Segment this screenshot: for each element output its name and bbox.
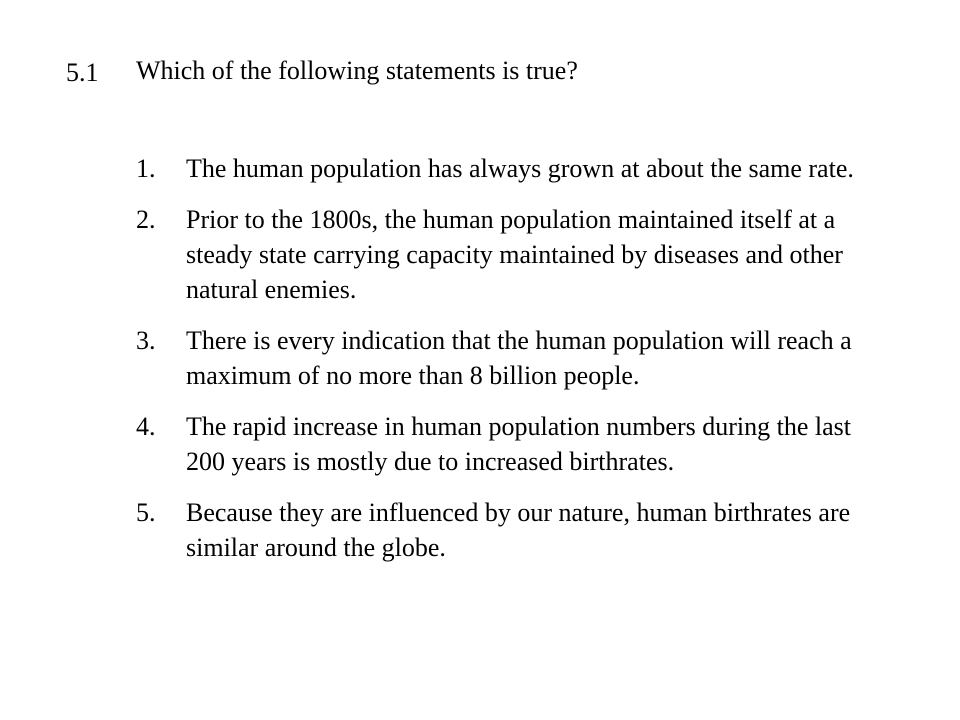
option-text: Because they are influenced by our nature, human birthrates are similar around the globe. [186, 498, 851, 562]
option-text: There is every indication that the human population will reach a maximum of no more than 8 billion people. [186, 326, 852, 390]
option-number: 1. [136, 154, 156, 183]
option-text: The rapid increase in human population numbers during the last 200 years is mostly due to increased birthrates. [186, 412, 851, 476]
option-number: 4. [136, 412, 156, 441]
answer-option-4 [136, 409, 856, 479]
option-number: 2. [136, 205, 156, 234]
question-text: Which of the following statements is true? [136, 56, 578, 85]
option-text: The human population has always grown at about the same rate. [186, 154, 854, 183]
option-number: 5. [136, 498, 156, 527]
answer-option-2 [136, 202, 856, 307]
option-text: Prior to the 1800s, the human population maintained itself at a steady state carrying capacity maintained by diseases and other natural enemies. [186, 205, 843, 304]
answer-options-list [136, 151, 856, 581]
option-number: 3. [136, 326, 156, 355]
answer-option-5 [136, 495, 856, 565]
question-number: 5.1 [66, 58, 99, 87]
answer-option-1 [136, 151, 856, 186]
answer-option-3 [136, 323, 856, 393]
